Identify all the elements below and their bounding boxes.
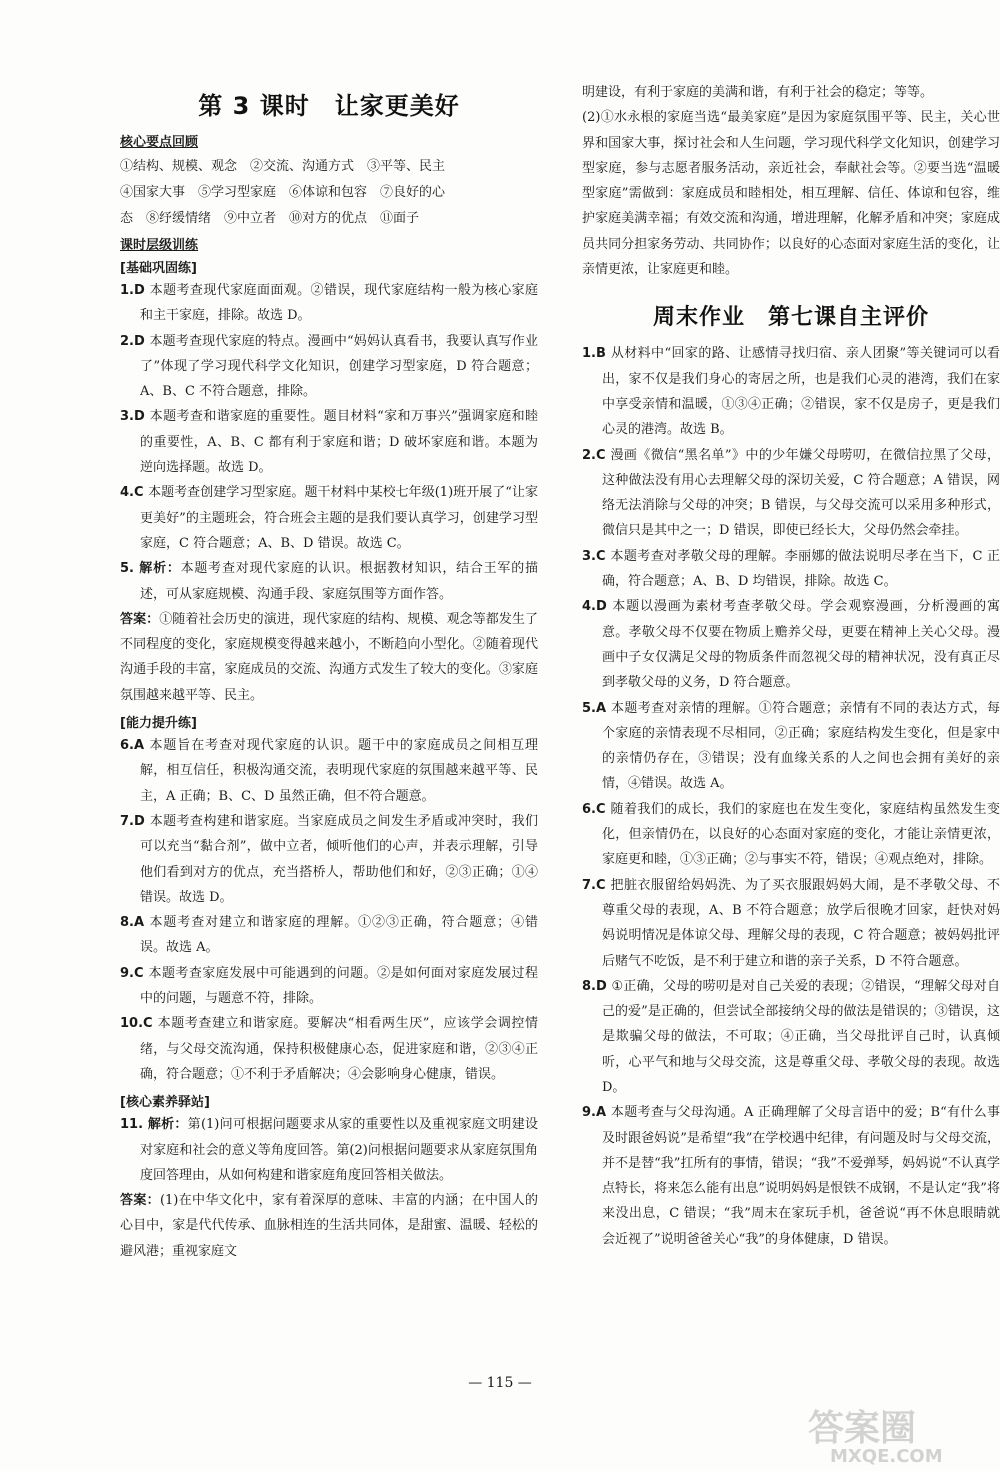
answer-item xyxy=(582,797,1000,873)
item-text: 本题考查家庭发展中可能遇到的问题。②是如何面对家庭发展过程中的问题，与题意不符，排除。 xyxy=(140,965,538,1007)
item-lead-label: 解析： xyxy=(139,561,181,577)
answer-item xyxy=(582,974,1000,1100)
item-text: 本题考查现代家庭的特点。漫画中“妈妈认真看书，我要认真写作业了”体现了学习现代科学文化知识，创建学习型家庭，D 符合题意；A、B、C 不符合题意，排除。 xyxy=(140,333,538,400)
answer-item xyxy=(120,733,538,809)
right-items xyxy=(582,341,1000,1252)
training-heading: 课时层级训练 xyxy=(120,238,199,253)
item-text: 随着我们的成长，我们的家庭也在发生变化，家庭结构虽然发生变化，但亲情仍在，以良好的心态面对家庭的变化，才能让亲情更浓，家庭更和睦，①③正确；②与事实不符，错误；④观点绝对，排除。 xyxy=(602,801,1000,868)
answer-item xyxy=(120,404,538,480)
item-text: 漫画《微信“黑名单”》中的少年嫌父母唠叨，在微信拉黑了父母，这种做法没有用心去理解父母的深切关爱，C 符合题意；A 错误，网络无法消除与父母的冲突；B 错误，与父母交流可以采用多种形式，微信只是其中之一；D 错误，即使已经长大，父母仍然会牵挂。 xyxy=(602,447,1000,539)
item-number: 4.D xyxy=(582,599,613,615)
item-number: 4.C xyxy=(120,485,149,501)
answer-item xyxy=(582,873,1000,974)
item-number: 5. xyxy=(120,561,140,577)
right-column xyxy=(582,80,1000,1252)
review-heading: 核心要点回顾 xyxy=(120,135,199,150)
item-text: ①正确，父母的唠叨是对自己关爱的表现；②错误，“理解父母对自己的爱”是正确的，但尝试全部接纳父母的做法是错误的；③错误，这是欺骗父母的做法，不可取；④正确，当父母批评自己时，认真倾听，心平气和地与父母交流，这是尊重父母、孝敬父母的表现。故选 D。 xyxy=(602,978,1000,1095)
lesson-title: 第 3 课时 让家更美好 xyxy=(198,92,460,120)
item-number: 2.D xyxy=(120,333,150,349)
item-number: 8.A xyxy=(120,915,150,931)
item-text: 第(1)问可根据问题要求从家的重要性以及重视家庭文明建设对家庭和社会的意义等角度回答。第(2)问根据问题要求从家庭氛围角度回答理由，从如何构建和谐家庭角度回答相关做法。 xyxy=(140,1117,538,1183)
item-number: 11. xyxy=(120,1117,148,1133)
item-number: 5.A xyxy=(582,700,611,716)
answer-item xyxy=(582,1100,1000,1252)
item-number: 9.C xyxy=(120,965,149,981)
weekend-homework-title: 周末作业 第七课自主评价 xyxy=(652,305,929,331)
svg-text:答案圈: 答案圈 xyxy=(808,1408,917,1449)
item-text: 本题以漫画为素材考查孝敬父母。学会观察漫画，分析漫画的寓意。孝敬父母不仅要在物质上赡养父母，更要在精神上关心父母。漫画中子女仅满足父母的物质条件而忽视父母的精神状况，没有真正尽到孝敬父母的义务，D 符合题意。 xyxy=(602,599,1000,691)
item-text: 本题考查与父母沟通。A 正确理解了父母言语中的爱；B“有什么事及时跟爸妈说”是希望“我”在学校遇中纪律，有问题及时与父母交流，并不是替“我”扛所有的事情，错误；“我”不爱弹琴，妈妈说“不认真学点特长，将来怎么能有出息”说明妈妈是恨铁不成钢，不是认定“我”将来没出息，C 错误；“我”周末在家玩手机，爸爸说“再不休息眼睛就会近视了”说明爸爸关心“我”的身体健康，D 错误。 xyxy=(602,1105,1000,1247)
item-text: 本题旨在考查对现代家庭的认识。题干中的家庭成员之间相互理解，相互信任，积极沟通交流，表明现代家庭的氛围越来越平等、民主，A 正确；B、C、D 虽然正确，但不符合题意。 xyxy=(140,738,538,804)
item-number: 3.D xyxy=(120,409,150,425)
item-number: 1.B xyxy=(582,346,611,362)
answer-item xyxy=(120,1011,538,1087)
item-number: 6.A xyxy=(120,738,150,754)
continuation-paragraph: (2)①水永根的家庭当选“最美家庭”是因为家庭氛围平等、民主，关心世界和国家大事，探讨社会和人生问题，学习现代科学文化知识，创建学习型家庭，参与志愿者服务活动，亲近社会，奉献社会等。②要当选“温暖型家庭”需做到：家庭成员和睦相处，相互理解、信任、体谅和包容，维护家庭美满幸福；有效交流和沟通，增进理解，化解矛盾和冲突；家庭成员共同分担家务劳动、共同协作；以良好的心态面对家庭生活的变化，让亲情更浓，让家庭更和睦。 xyxy=(582,110,1000,278)
item-number: 6.C xyxy=(582,801,611,817)
answer-item xyxy=(120,809,538,910)
section-label: [核心素养驿站] xyxy=(120,1095,210,1111)
answer-item xyxy=(582,696,1000,797)
left-sections xyxy=(120,257,538,1264)
answer-item xyxy=(120,1188,538,1264)
answer-item xyxy=(120,607,538,708)
left-column xyxy=(120,80,538,1264)
continuation-paragraph: 明建设，有利于家庭的美满和谐，有利于社会的稳定；等等。 xyxy=(582,85,934,100)
item-text: 本题考查对亲情的理解。①符合题意；亲情有不同的表达方式，每个家庭的亲情表现不尽相同，②正确；家庭结构发生变化，但是家中的亲情仍存在，③错误；没有血缘关系的人之间也会拥有美好的亲情，④错误。故选 A。 xyxy=(602,700,1000,792)
item-text: 本题考查对现代家庭的认识。根据教材知识，结合王军的描述，可从家庭规模、沟通手段、家庭氛围等方面作答。 xyxy=(140,561,538,602)
answer-item xyxy=(120,556,538,607)
answer-item xyxy=(120,480,538,556)
answer-item xyxy=(120,1112,538,1188)
item-text: 把脏衣服留给妈妈洗、为了买衣服跟妈妈大闹，是不孝敬父母、不尊重父母的表现，A、B 不符合题意；放学后很晚才回家，赶快对妈妈说明情况是体谅父母、理解父母的表现，C 符合题意；被妈妈批评后赌气不吃饭，是不利于建立和谐的亲子关系，D 不符合题意。 xyxy=(602,877,1000,969)
item-lead-label: 答案： xyxy=(120,611,160,627)
item-number: 7.C xyxy=(582,877,611,893)
item-text: ①随着社会历史的演进，现代家庭的结构、规模、观念等都发生了不同程度的变化，家庭规模变得越来越小，不断趋向小型化。②随着现代沟通手段的丰富，家庭成员的交流、沟通方式发生了较大的变化。③家庭氛围越来越平等、民主。 xyxy=(120,611,538,703)
item-number: 9.A xyxy=(582,1105,611,1121)
item-text: 从材料中“回家的路、让感情寻找归宿、亲人团聚”等关键词可以看出，家不仅是我们身心的寄居之所，也是我们心灵的港湾，我们在家中享受亲情和温暖，①③④正确；②错误，家不仅是房子，更是我们心灵的港湾。故选 B。 xyxy=(602,346,1000,438)
watermark-logo xyxy=(800,1400,995,1466)
item-text: 本题考查现代家庭面面观。②错误，现代家庭结构一般为核心家庭和主干家庭，排除。故选 D。 xyxy=(140,283,538,324)
item-number: 8.D xyxy=(582,978,612,994)
item-text: 本题考查对建立和谐家庭的理解。①②③正确，符合题意；④错误。故选 A。 xyxy=(140,915,538,956)
answer-item xyxy=(582,443,1000,544)
item-number: 7.D xyxy=(120,813,150,829)
answer-item xyxy=(120,278,538,329)
item-text: 本题考查和谐家庭的重要性。题目材料“家和万事兴”强调家庭和睦的重要性，A、B、C 都有利于家庭和谐；D 破坏家庭和谐。本题为逆向选择题。故选 D。 xyxy=(140,409,538,476)
answer-continuation xyxy=(582,80,1000,282)
answer-item xyxy=(582,341,1000,442)
answer-item xyxy=(582,544,1000,595)
page-number: — 115 — xyxy=(468,1375,532,1391)
item-number: 1.D xyxy=(120,283,150,298)
item-text: 本题考查建立和谐家庭。要解决“相看两生厌”，应该学会调控情绪，与父母交流沟通，保持积极健康心态，促进家庭和谐，②③④正确，符合题意；①不利于矛盾解决；④会影响身心健康，错误。 xyxy=(140,1016,538,1082)
svg-text:MXQE.COM: MXQE.COM xyxy=(830,1446,943,1466)
item-number: 3.C xyxy=(582,548,611,564)
item-text: 本题考查对孝敬父母的理解。李丽娜的做法说明尽孝在当下，C 正确，符合题意；A、B、D 均错误，排除。故选 C。 xyxy=(602,548,1000,590)
item-number: 2.C xyxy=(582,447,611,463)
item-lead-label: 答案： xyxy=(120,1193,160,1209)
item-number: 10.C xyxy=(120,1016,158,1032)
review-line: ④国家大事 ⑤学习型家庭 ⑥体谅和包容 ⑦良好的心 xyxy=(120,185,446,200)
review-lines xyxy=(120,154,538,232)
answer-item xyxy=(120,910,538,961)
review-line: ①结构、规模、观念 ②交流、沟通方式 ③平等、民主 xyxy=(120,159,446,174)
item-text: (1)在中华文化中，家有着深厚的意味、丰富的内涵；在中国人的心目中，家是代代传承、血脉相连的生活共同体，是甜蜜、温暖、轻松的避风港；重视家庭文 xyxy=(120,1193,538,1259)
item-lead-label: 解析： xyxy=(147,1117,188,1133)
answer-item xyxy=(582,594,1000,695)
item-text: 本题考查创建学习型家庭。题干材料中某校七年级(1)班开展了“让家更美好”的主题班会，符合班会主题的是我们要认真学习，创建学习型家庭，C 符合题意；A、B、D 错误。故选 C。 xyxy=(140,485,539,551)
section-label: [基础巩固练] xyxy=(120,261,197,276)
answer-item xyxy=(120,961,538,1012)
answer-item xyxy=(120,329,538,405)
section-label: [能力提升练] xyxy=(120,716,197,732)
review-line: 态 ⑧纾缓情绪 ⑨中立者 ⑩对方的优点 ⑪面子 xyxy=(120,211,420,226)
item-text: 本题考查构建和谐家庭。当家庭成员之间发生矛盾或冲突时，我们可以充当“黏合剂”，做中立者，倾听他们的心声，并表示理解，引导他们看到对方的优点，充当搭桥人，帮助他们和好，②③正确；①④错误。故选 D。 xyxy=(140,813,538,905)
